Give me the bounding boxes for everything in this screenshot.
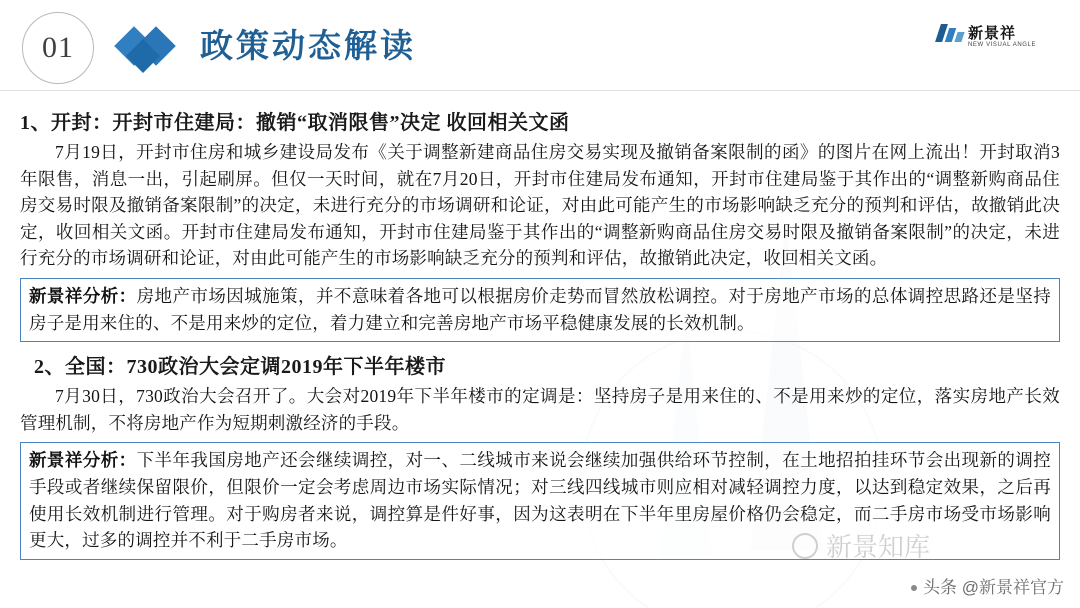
toutiao-watermark-text: 头条 @新景祥官方: [923, 578, 1064, 597]
item-1-body: 7月19日，开封市住房和城乡建设局发布《关于调整新建商品住房交易实现及撤销备案限制的函》的图片在网上流出！开封取消3年限售，消息一出，引起刷屏。但仅一天时间，就在7月20日，开封市住建局发布通知，开封市住建局鉴于其作出的“调整新购商品住房交易时限及撤销备案限制”的决定，未进行充分的市场调研和论证，对由此可能产生的市场影响缺乏充分的预判和评估，故撤销此决定，收回相关文函。开封市住建局发布通知，开封市住建局鉴于其作出的“调整新购商品住房交易时限及撤销备案限制”的决定，未进行充分的市场调研和论证，对由此可能产生的市场影响缺乏充分的预判和评估，故撤销此决定，收回相关文函。: [20, 142, 1060, 269]
item-1-analysis-box: [20, 278, 1060, 342]
section-number: 01: [22, 12, 94, 84]
logo-mark-icon: [938, 24, 964, 44]
item-2-analysis-text: 下半年我国房地产还会继续调控，对一、二线城市来说会继续加强供给环节控制，在土地招拍挂环节会出现新的调控手段或者继续保留限价，但限价一定会考虑周边市场实际情况；对三线四线城市则应相对减轻调控力度，以达到稳定效果，之后再使用长效机制进行管理。对于购房者来说，调控算是件好事，因为这表明在下半年里房屋价格仍会稳定，而二手房市场受市场影响更大，过多的调控并不利于二手房市场。: [29, 450, 1051, 551]
item-2-analysis-label: 新景祥分析：: [29, 450, 137, 471]
page-title: 政策动态解读: [200, 29, 416, 65]
item-1-analysis-label: 新景祥分析：: [29, 285, 137, 306]
toutiao-watermark: [911, 573, 1064, 598]
header-divider: [0, 90, 1080, 91]
slide-header: [0, 0, 1080, 92]
slide-content: [0, 92, 1080, 560]
ghost-watermark: [792, 527, 930, 564]
item-1-title: 1、开封：开封市住建局：撤销“取消限售”决定 收回相关文函: [20, 112, 570, 134]
toutiao-dot-icon: [911, 585, 917, 591]
logo-name-en: NEW VISUAL ANGLE: [968, 42, 1037, 48]
ghost-watermark-icon: [792, 533, 818, 559]
new-visual-angle-logo-icon: [938, 22, 1058, 62]
item-1-analysis-text: 房地产市场因城施策，并不意味着各地可以根据房价走势而冒然放松调控。对于房地产市场的总体调控思路还是坚持房子是用来住的、不是用来炒的定位，着力建立和完善房地产市场平稳健康发展的长效机制。: [29, 285, 1051, 333]
item-2-body: 7月30日，730政治大会召开了。大会对2019年下半年楼市的定调是：坚持房子是用来住的、不是用来炒的定位，落实房地产长效管理机制，不将房地产作为短期刺激经济的手段。: [20, 386, 1060, 433]
diamond-cluster-icon: [118, 24, 182, 74]
ghost-watermark-text: 新景知库: [825, 532, 930, 562]
item-2-title: 2、全国：730政治大会定调2019年下半年楼市: [34, 356, 446, 379]
logo-name-cn: 新景祥: [968, 26, 1017, 42]
